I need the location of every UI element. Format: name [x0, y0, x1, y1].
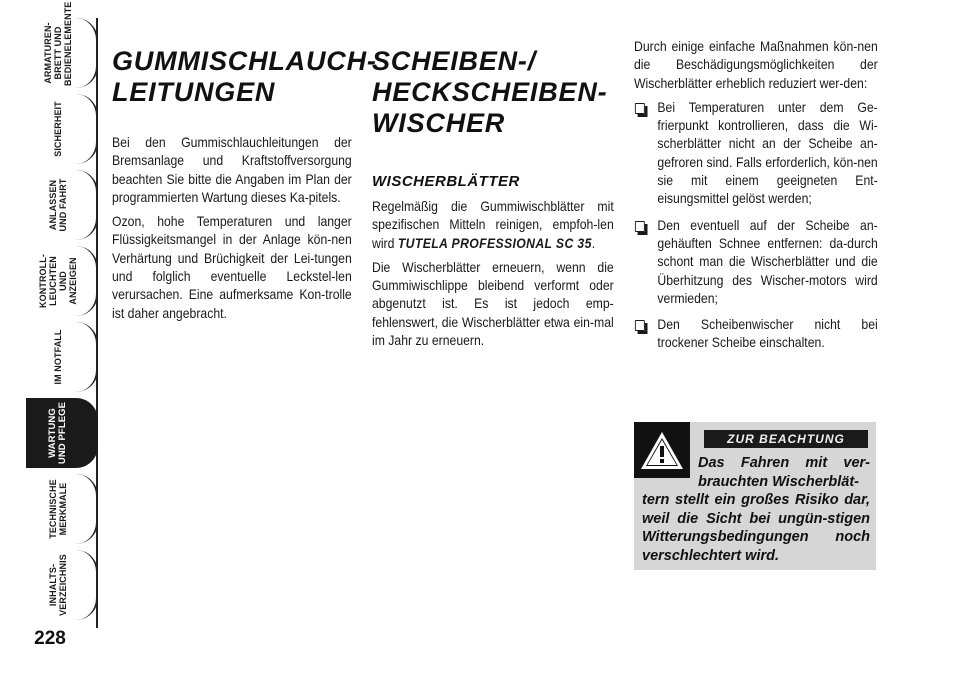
paragraph: Die Wischerblätter erneuern, wenn die Gummiwischlippe bleibend verformt oder abgenutzt ist. Es ist jedoch emp-fehlenswert, die Wischerblätter etwa ein-mal im Jahr zu erneuern. — [372, 259, 614, 349]
tab-kontrollleuchten[interactable] — [18, 246, 98, 316]
section-scheibenwischer — [372, 38, 614, 356]
tab-label: INHALTS- VERZEICHNIS — [48, 554, 68, 616]
warning-text-first: Das Fahren mit ver-brauchten Wischerblät- — [698, 455, 870, 490]
tab-label: WARTUNG UND PFLEGE — [47, 401, 68, 465]
intro-paragraph: Durch einige einfache Maßnahmen kön-nen die Beschädigungsmöglichkeiten der Wischerblätter erheblich reduziert wer-den: — [634, 39, 878, 91]
tab-label: TECHNISCHE MERKMALE — [48, 479, 68, 539]
tab-label: ANLASSEN UND FAHRT — [48, 178, 68, 232]
chapter-tabs — [18, 1, 100, 628]
tab-label: IM NOTFALL — [53, 329, 63, 385]
tab-sicherheit[interactable] — [18, 94, 98, 164]
paragraph-text: Regelmäßig die Gummiwischblätter mit spezifischen Mitteln reinigen, empfoh-len wird — [372, 199, 614, 251]
checkbox-bullet-icon — [635, 221, 645, 232]
paragraph — [372, 198, 614, 253]
section-subtitle: WISCHERBLÄTTER — [372, 173, 520, 190]
product-name: TUTELA PROFESSIONAL SC 35 — [397, 235, 592, 251]
tab-inhaltsverzeichnis[interactable] — [18, 550, 98, 620]
list-item-text: Bei Temperaturen unter dem Ge-frierpunkt kontrollieren, dass die Wi-scherblätter nicht an der Scheibe an-gefroren sind. Falls erforderlich, kön-nen sie mit einem geeigneten Ent-eisungsmittel gelöst werden; — [657, 99, 878, 207]
page-number: 228 — [34, 628, 66, 649]
tab-anlassen[interactable] — [18, 170, 98, 240]
bullet-list — [634, 99, 878, 353]
tab-technische-merkmale[interactable] — [18, 474, 98, 544]
checkbox-bullet-icon — [635, 103, 645, 114]
paragraph: Ozon, hohe Temperaturen und langer Flüssigkeitsmangel in der Anlage kön-nen Verhärtung und Brüchigkeit der Lei-tungen und folglich eventuelle Leckstel-len verursachen. Eine aufmerksame Kon-trolle ist daher angebracht. — [112, 214, 352, 321]
list-item — [634, 99, 878, 209]
list-item-text: Den eventuell auf der Scheibe an-gehäuften Schnee entfernen: da-durch schont man die Wischerblätter und die Überhitzung des Wischer-motors wird vermieden; — [657, 217, 878, 306]
tab-wartung-und-pflege[interactable] — [18, 398, 98, 468]
section-title: SCHEIBEN-/ HECKSCHEIBEN- WISCHER — [372, 46, 608, 138]
warning-label: ZUR BEACHTUNG — [704, 430, 868, 448]
warning-box — [634, 422, 876, 570]
warning-text-rest: tern stellt ein großes Risiko dar, weil die Sicht bei ungün-stigen Witterungsbedingungen noch verschlechtert wird. — [642, 492, 870, 564]
tab-label: KONTROLL- LEUCHTEN UND ANZEIGEN — [38, 254, 78, 308]
paragraph: Bei den Gummischlauchleitungen der Bremsanlage und Kraftstoffversorgung beachten Sie bitte die Angaben im Plan der programmierten Wartung dieses Ka-pitels. — [112, 135, 352, 205]
list-item-text: Den Scheibenwischer nicht bei trockener Scheibe einschalten. — [657, 317, 878, 351]
list-item — [634, 217, 878, 308]
paragraph-end: . — [591, 235, 596, 251]
list-item — [634, 316, 878, 353]
tab-im-notfall[interactable] — [18, 322, 98, 392]
warning-text — [634, 454, 870, 565]
tab-label: SICHERHEIT — [53, 101, 63, 157]
section-title: GUMMISCHLAUCH- LEITUNGEN — [112, 46, 377, 107]
section-massnahmen — [634, 38, 878, 361]
tab-armaturenbrett[interactable] — [18, 1, 98, 88]
section-gummischlauchleitungen — [112, 38, 377, 329]
tab-label: ARMATUREN- BRETT UND BEDIENELEMENTE — [43, 1, 73, 86]
checkbox-bullet-icon — [635, 320, 645, 331]
